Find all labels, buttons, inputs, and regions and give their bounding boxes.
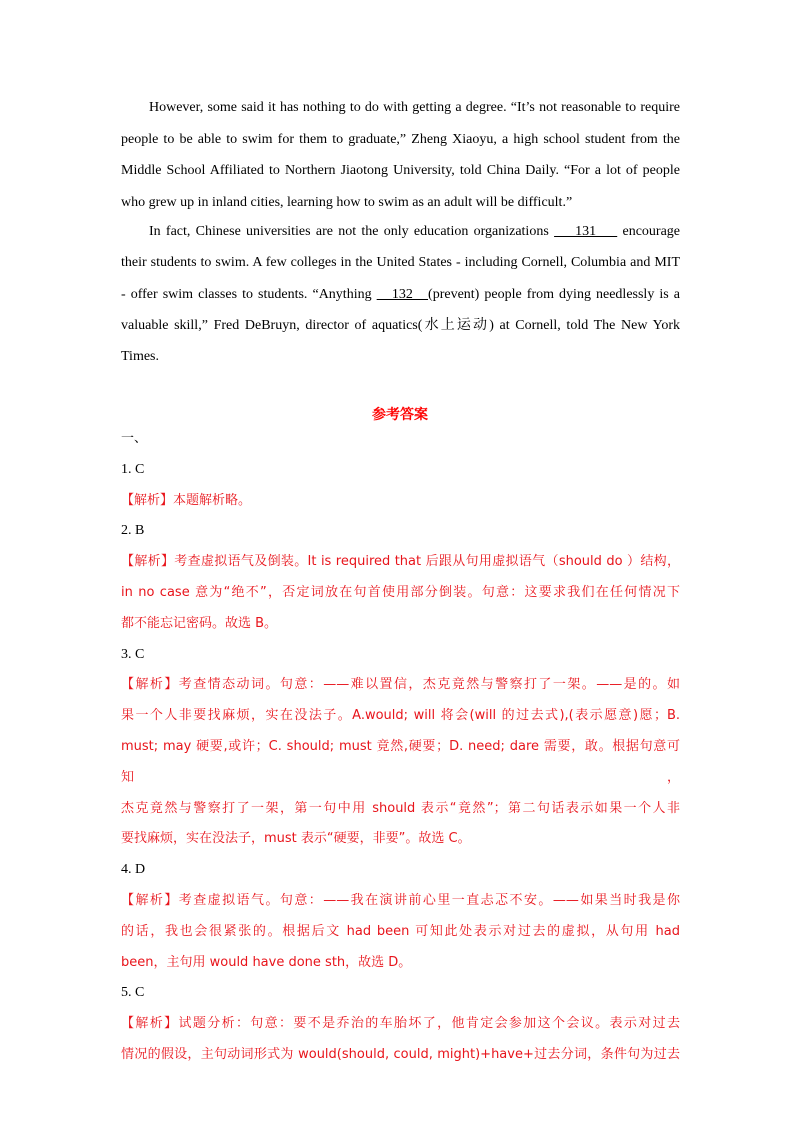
passage-line: people to be able to swim for them to graduate,” Zheng Xiaoyu, a high school student from the	[121, 132, 680, 147]
answer-explanation: in no case 意为“绝不”，否定词放在句首使用部分倒装。句意：这要求我们在任何情况下	[121, 584, 680, 600]
passage-line: who grew up in inland cities, learning how to swim as an adult will be difficult.”	[121, 195, 573, 210]
passage-line: However, some said it has nothing to do with getting a degree. “It’s not reasonable to require	[149, 100, 680, 115]
answer-number: 1. C	[121, 461, 145, 477]
passage-line	[121, 216, 680, 248]
passage-text: In fact, Chinese universities are not the only education organizations	[149, 224, 549, 239]
answer-explanation: 【解析】试题分析：句意：要不是乔治的车胎坏了，他肯定会参加这个会议。表示对过去	[121, 1016, 680, 1032]
blank-131: 131	[554, 224, 618, 239]
passage-line	[121, 279, 680, 311]
passage-text: encourage	[622, 224, 681, 239]
answers-section	[121, 424, 680, 1071]
answer-explanation: 都不能忘记密码。故选 B。	[121, 615, 278, 631]
answers-heading: 参考答案	[372, 407, 428, 423]
passage-line: valuable skill,” Fred DeBruyn, director of aquatics(水上运动) at Cornell, told The New York	[121, 318, 680, 333]
answer-explanation: 【解析】考查虚拟语气。句意：——我在演讲前心里一直忐忑不安。——如果当时我是你	[121, 892, 680, 908]
answer-explanation: 的话，我也会很紧张的。根据后文 had been 可知此处表示对过去的虚拟，从句用 had	[121, 923, 680, 939]
answer-explanation: 情况的假设，主句动词形式为 would(should, could, might)+have+过去分词，条件句为过去	[121, 1046, 680, 1062]
answer-explanation: 【解析】考查虚拟语气及倒装。It is required that 后跟从句用虚拟语气（should do ）结构，	[121, 554, 680, 570]
answer-explanation: 【解析】本题解析略。	[121, 492, 252, 508]
passage-line: Middle School Affiliated to Northern Jiaotong University, told China Daily. “For a lot of people	[121, 163, 680, 178]
answer-number: 4. D	[121, 862, 146, 878]
answer-explanation: 杰克竟然与警察打了一架，第一句中用 should 表示“竟然”；第二句话表示如果一个人非	[121, 800, 680, 816]
passage-line: their students to swim. A few colleges in the United States - including Cornell, Columbia and MIT	[121, 255, 680, 270]
answer-number: 3. C	[121, 646, 145, 662]
answer-explanation: 【解析】考查情态动词。句意：——难以置信，杰克竟然与警察打了一架。——是的。如	[121, 677, 680, 693]
passage-line: Times.	[121, 349, 160, 364]
answer-explanation: been，主句用 would have done sth，故选 D。	[121, 954, 412, 970]
answer-number: 5. C	[121, 985, 145, 1001]
passage-text: (prevent) people from dying needlessly is a	[428, 287, 680, 302]
section-marker: 一、	[121, 431, 148, 446]
blank-132: 132	[376, 287, 429, 302]
answer-explanation: 果一个人非要找麻烦，实在没法子。A.would; will 将会(will 的过去式),(表示愿意)愿；B.	[121, 708, 680, 724]
answer-explanation: 要找麻烦，实在没法子，must 表示“硬要，非要”。故选 C。	[121, 831, 471, 847]
answer-explanation: must; may 硬要,或许；C. should; must 竟然,硬要；D. need; dare 需要，敢。根据句意可知，	[121, 738, 680, 785]
passage-text: - offer swim classes to students. “Anything	[121, 287, 372, 302]
answer-number: 2. B	[121, 523, 145, 539]
